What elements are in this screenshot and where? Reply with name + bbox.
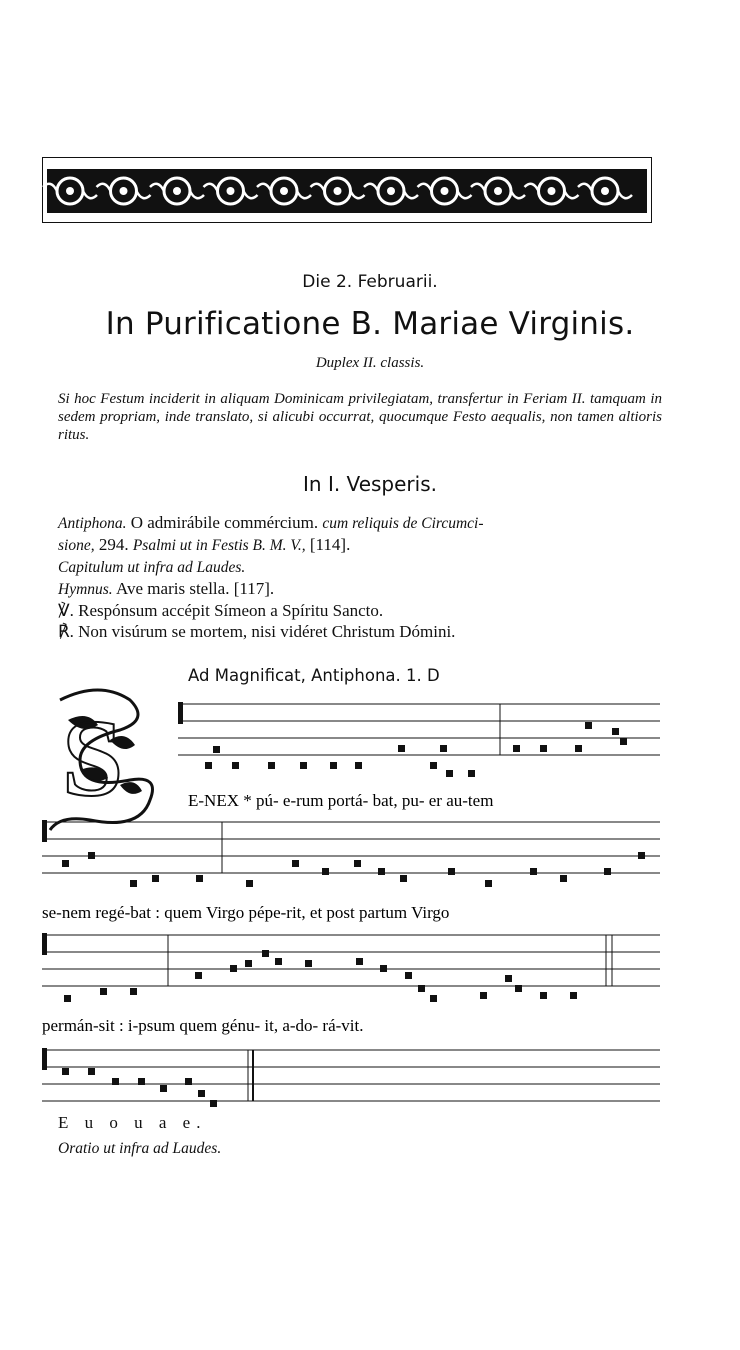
psalmi-italic-2: Psalmi ut in Festis B. M. V., [132, 537, 306, 554]
initial-s-ornament [44, 690, 164, 830]
response-sign: ℟. [58, 622, 74, 641]
initial-letter: S [62, 697, 124, 819]
antiphona-text: O admirábile commércium. [130, 513, 319, 532]
oratio: Oratio ut infra ad Laudes. [58, 1140, 222, 1157]
feast-date: Die 2. Februarii. [302, 272, 438, 292]
antiphona-note: cum reliquis de Circumci- [322, 515, 484, 532]
rubric-text: Si hoc Festum inciderit in aliquam Dominicam privilegiatam, transfertur in Feriam II. tamquam in sedem propriam, inde translato, si alicubi occurrat, quocumque Festo aequalis, non tamen altioris ritus. [58, 391, 662, 443]
hymnus-text: Ave maris stella. [117]. [116, 579, 275, 598]
psalmi-ref-2: [114]. [309, 535, 351, 554]
chant-heading: Ad Magnificat, Antiphona. 1. D [188, 666, 440, 685]
euouae: E u o u a e. [58, 1113, 207, 1132]
capitulum-text: Capitulum ut infra ad Laudes. [58, 559, 246, 576]
lyric-line: E-NEX * pú- e-rum portá- bat, pu- er au-tem [188, 791, 494, 810]
versicle-text: Respónsum accépit Símeon a Spíritu Sancto. [78, 601, 384, 620]
feast-title: In Purificatione B. Mariae Virginis. [105, 306, 635, 342]
psalmi-italic-1: sione, [58, 537, 95, 554]
feast-rank: Duplex II. classis. [315, 355, 425, 371]
lyric-line: permán-sit : i-psum quem génu- it, a-do- rá-vit. [42, 1016, 364, 1035]
versicle-sign: ℣. [58, 601, 74, 620]
hymnus-label: Hymnus. [58, 581, 113, 598]
psalmi-ref-1: 294. [98, 535, 129, 554]
response-text: Non visúrum se mortem, nisi vidéret Christum Dómini. [78, 622, 456, 641]
antiphona-label: Antiphona. [58, 515, 127, 532]
vespers-heading: In I. Vesperis. [303, 472, 437, 496]
lyric-line: se-nem regé-bat : quem Virgo pépe-rit, et post partum Virgo [42, 903, 450, 922]
